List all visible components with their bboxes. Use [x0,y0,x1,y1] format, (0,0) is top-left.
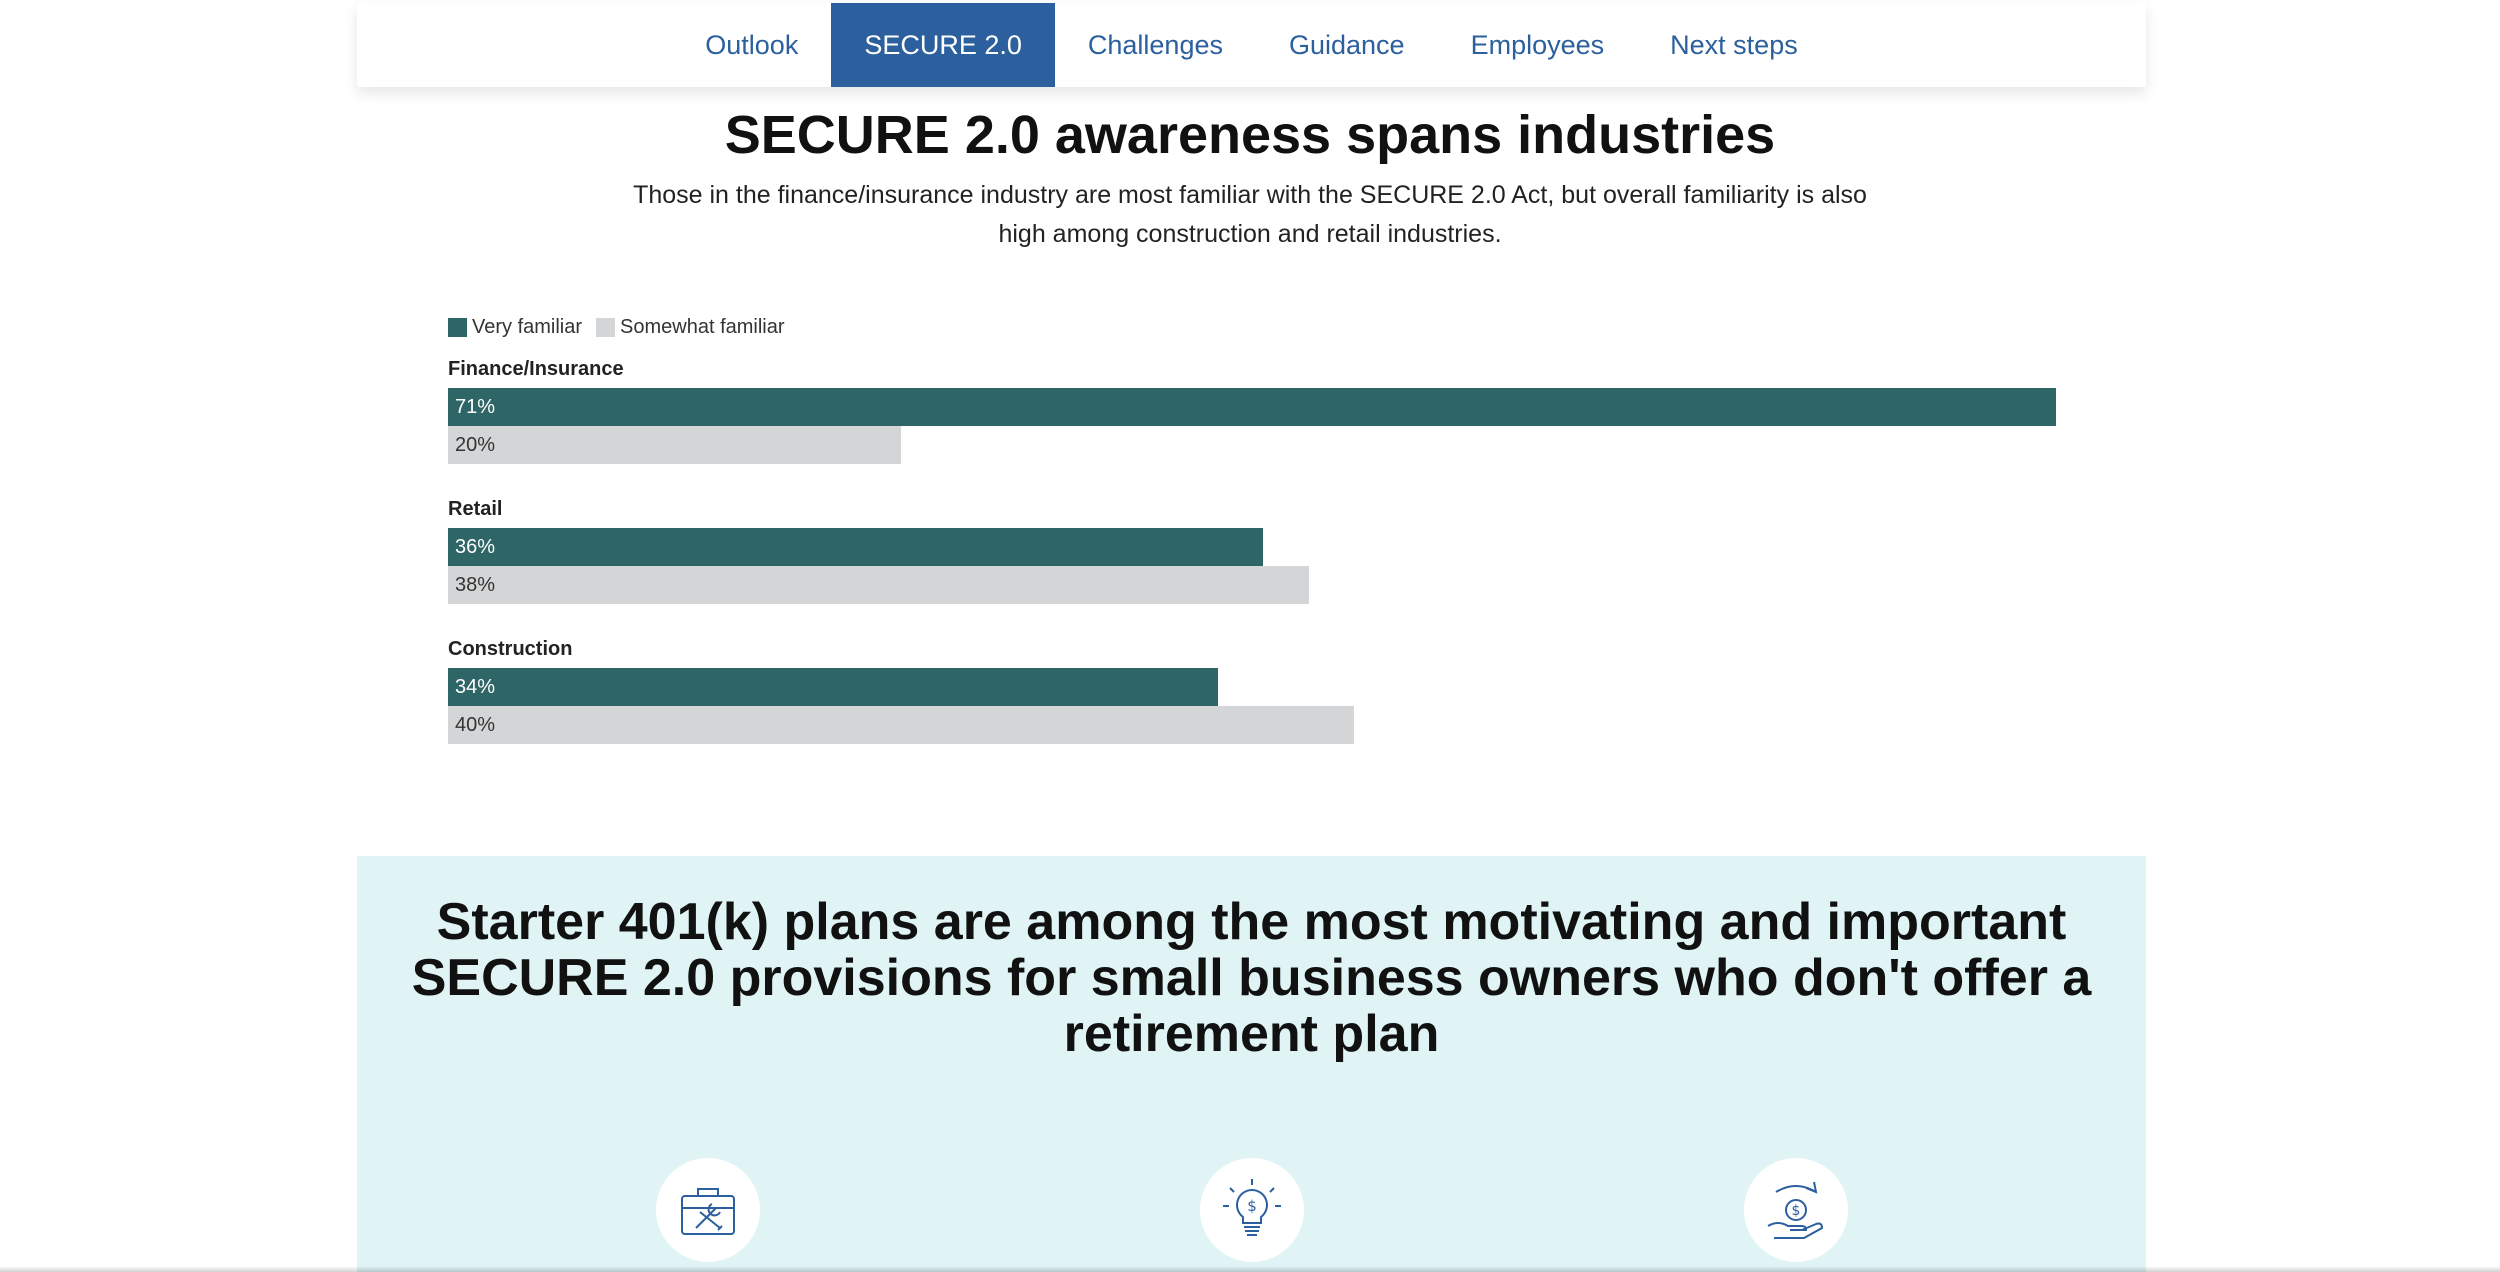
category-label: Retail [448,498,503,520]
tab-guidance[interactable]: Guidance [1288,29,1405,60]
bar-very-familiar [448,668,1218,706]
toolbox-icon [656,1158,760,1262]
bar-somewhat-familiar [448,706,1354,744]
starter-401k-section [357,856,2146,1272]
tab-challenges[interactable]: Challenges [1087,29,1223,60]
bar-value-label: 71% [455,396,496,418]
bar-value-label: 34% [455,676,496,698]
chart-legend [448,316,799,339]
bar-very-familiar [448,388,2056,426]
familiarity-bar-chart [448,314,2088,754]
category-label: Construction [448,638,573,660]
bottom-edge-shadow [0,1266,2500,1272]
bar-group [448,356,2088,466]
svg-text:$: $ [1247,1197,1257,1215]
section-nav [357,3,2146,87]
bar-value-label: 36% [455,536,496,558]
starter-401k-title: Starter 401(k) plans are among the most motivating and important SECURE 2.0 provisions for small business owners who don't offer a retirement plan [411,893,2092,1063]
legend-item [448,316,582,339]
tab-employees[interactable]: Employees [1470,29,1605,60]
bar-value-label: 38% [455,574,496,596]
hand-dollar-icon [1744,1158,1848,1262]
legend-label: Very familiar [472,316,583,338]
bar-value-label: 20% [455,434,496,456]
bar-value-label: 40% [455,714,496,736]
bar-somewhat-familiar [448,566,1309,604]
tab-next-steps[interactable]: Next steps [1670,29,1798,60]
legend-label: Somewhat familiar [620,316,785,338]
bar-group [448,496,2088,606]
legend-swatch [448,318,467,337]
tab-secure-2-0[interactable]: SECURE 2.0 [831,3,1055,87]
category-label: Finance/Insurance [448,358,624,380]
legend-item [596,316,785,339]
lightbulb-dollar-icon [1200,1158,1304,1262]
tab-outlook[interactable]: Outlook [705,29,799,60]
legend-swatch [596,318,615,337]
section-title: SECURE 2.0 awareness spans industries [724,105,1776,165]
svg-text:$: $ [1791,1203,1801,1219]
bar-very-familiar [448,528,1263,566]
bar-somewhat-familiar [448,426,901,464]
section-subtitle: Those in the finance/insurance industry are most familiar with the SECURE 2.0 Act, but overall familiarity is also high among construction and retail industries. [633,181,1867,248]
bar-group [448,636,2088,746]
